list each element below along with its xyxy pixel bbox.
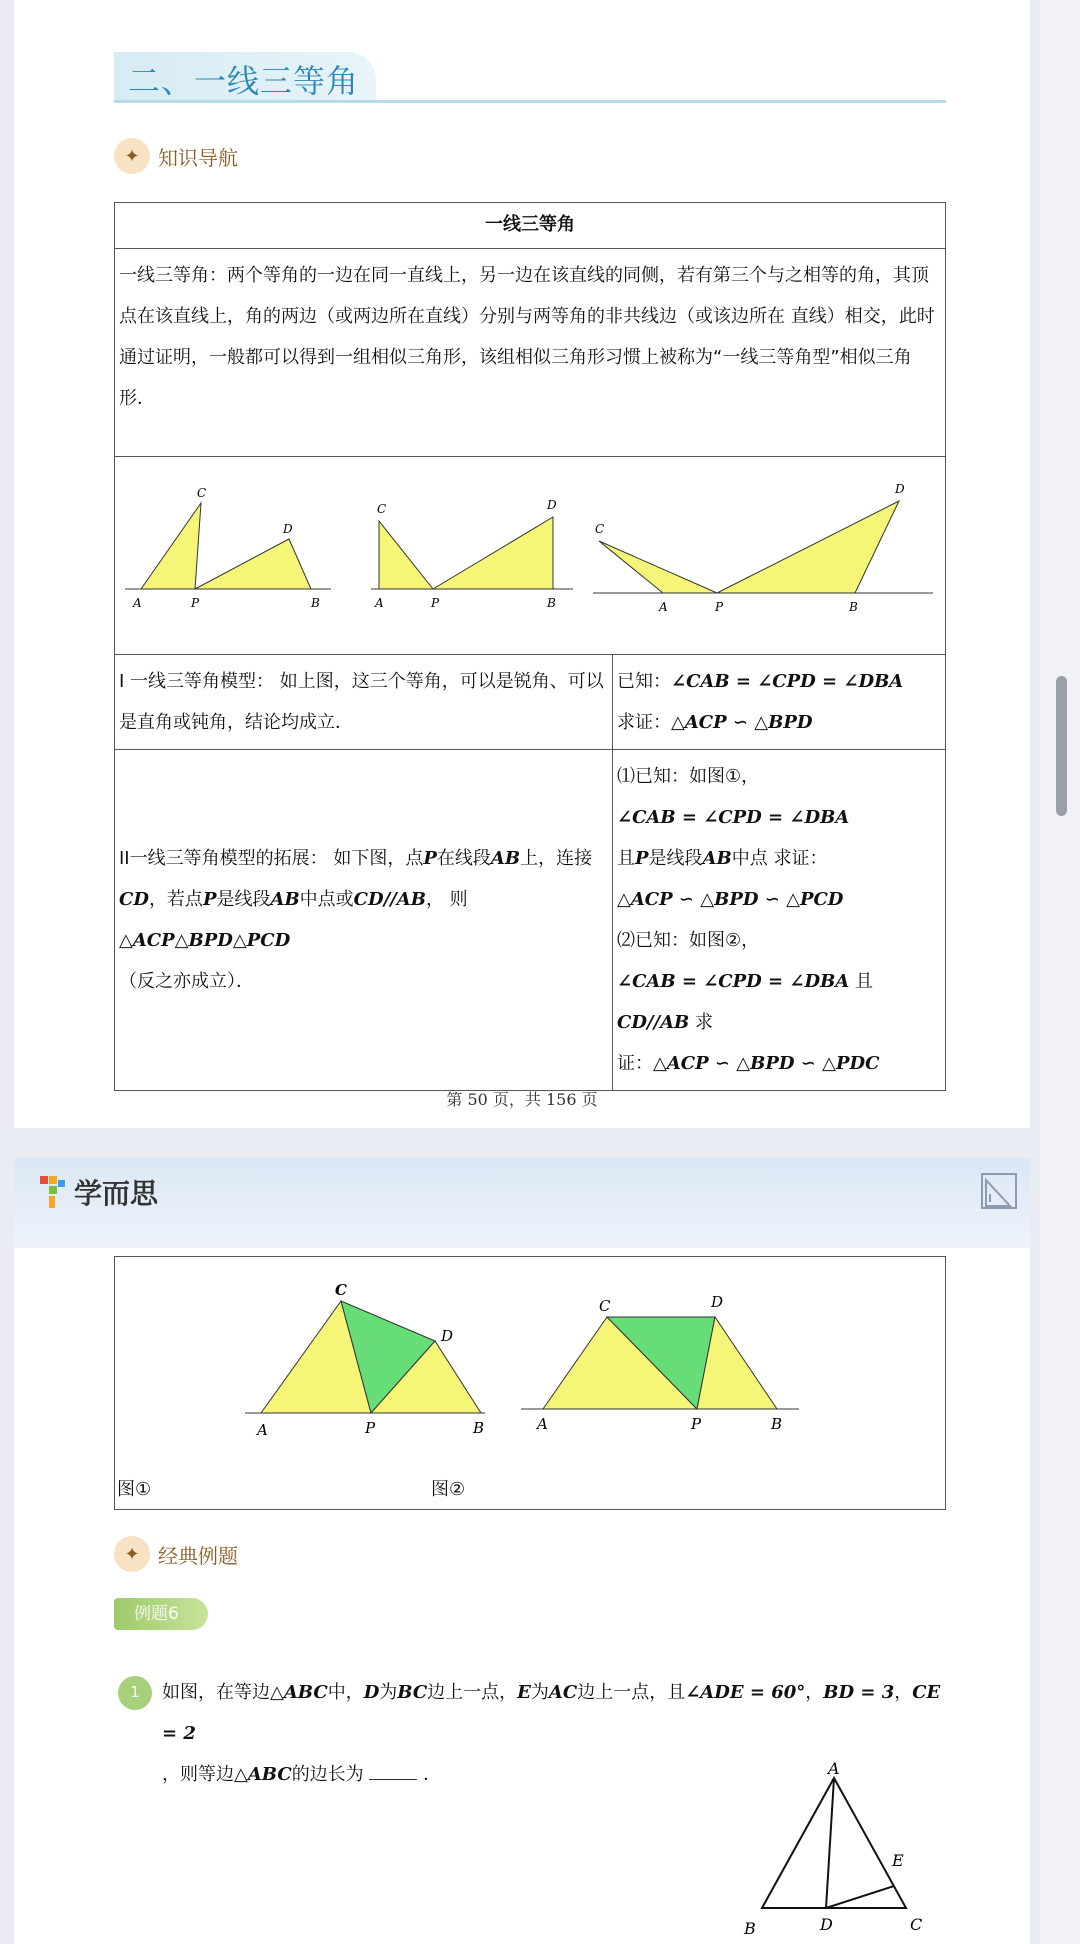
fig-a-label-P: P xyxy=(191,596,200,610)
m2-r6c: CD//AB xyxy=(617,1012,690,1033)
fig-b-label-A: A xyxy=(375,596,384,610)
fig-c-label-B: B xyxy=(849,600,858,614)
m2-P: P xyxy=(423,848,437,869)
q-t9: ，则等边 xyxy=(162,1764,234,1785)
question-number: 1 xyxy=(118,1676,152,1710)
m2-r3P: P xyxy=(635,848,649,869)
q-t8: ， xyxy=(894,1682,913,1703)
ext2-label-P: P xyxy=(691,1415,702,1433)
ext1-label-P: P xyxy=(365,1419,376,1437)
q-angle: ∠ADE = 60° xyxy=(685,1682,806,1703)
q-AC: AC xyxy=(548,1682,578,1703)
section-title xyxy=(114,52,946,104)
q-E: E xyxy=(517,1682,531,1703)
q-t2: 中， xyxy=(327,1682,364,1703)
scrollbar-thumb[interactable] xyxy=(1056,676,1067,816)
knowledge-nav-label: 知识导航 xyxy=(158,145,238,170)
tri-label-E: E xyxy=(892,1851,904,1870)
m2-similar: △ACP△BPD△PCD xyxy=(119,930,291,951)
q-t11: ． xyxy=(423,1764,442,1785)
fig-b-label-D: D xyxy=(547,498,557,512)
q-t1: 如图，在等边 xyxy=(162,1682,270,1703)
m2-r3b: 是线段 xyxy=(648,848,703,869)
ext2-label-B: B xyxy=(771,1415,783,1433)
m2-r3c: 中点 求证： xyxy=(731,848,828,869)
m2-text-1: II一线三等角模型的拓展： 如下图，点 xyxy=(119,848,424,869)
q-t4: 边上一点， xyxy=(427,1682,518,1703)
m2-parallel: CD//AB xyxy=(353,889,426,910)
q-t10: 的边长为 xyxy=(291,1764,364,1785)
tri-label-B: B xyxy=(744,1919,756,1938)
ext2-label-C: C xyxy=(599,1297,611,1315)
brand-header xyxy=(14,1158,1030,1248)
q-BC: BC xyxy=(397,1682,428,1703)
brand-name: 学而思 xyxy=(74,1177,159,1210)
knowledge-nav-tag xyxy=(114,136,238,176)
m2-r5: ⑵已知：如图②， xyxy=(617,930,760,951)
fig-b-label-P: P xyxy=(431,596,440,610)
ext2-label-D: D xyxy=(711,1293,724,1311)
section-title-text: 二、一线三等角 xyxy=(128,62,360,100)
three-figures-cell xyxy=(115,457,946,655)
model1-prove-label: 求证： xyxy=(617,712,671,733)
fig-c-label-C: C xyxy=(595,522,605,536)
m2-r1: ⑴已知：如图①， xyxy=(617,766,760,787)
three-models-figure xyxy=(115,457,945,639)
page-number: 第 50 页，共 156 页 xyxy=(446,1090,598,1109)
q-t3: 为 xyxy=(379,1682,398,1703)
extension-figures xyxy=(115,1257,945,1509)
q-D: D xyxy=(363,1682,380,1703)
m2-text-6: 中点或 xyxy=(299,889,354,910)
extension-figures-box xyxy=(114,1256,946,1510)
tri-label-D: D xyxy=(820,1915,833,1934)
m2-r3a: 且 xyxy=(617,848,635,869)
table-header: 一线三等角 xyxy=(115,203,946,249)
xueersi-logo-icon xyxy=(38,1174,66,1210)
m2-P2: P xyxy=(202,889,217,910)
model1-prove-math: △ACP ∽ △BPD xyxy=(671,712,813,733)
m2-r3AB: AB xyxy=(702,848,732,869)
m2-r7b: △ACP ∽ △BPD ∽ △PDC xyxy=(653,1053,880,1074)
q-tri2: △ABC xyxy=(234,1764,292,1785)
equilateral-triangle-figure xyxy=(742,1758,942,1944)
fig-b-label-C: C xyxy=(377,502,387,516)
model1-known-label: 已知： xyxy=(617,671,671,692)
section-title-underline xyxy=(114,100,946,103)
fig-b-label-B: B xyxy=(547,596,556,610)
knowledge-table xyxy=(114,202,946,1091)
answer-blank[interactable] xyxy=(369,1762,417,1780)
m2-text-4: ，若点 xyxy=(148,889,203,910)
brand-logo xyxy=(38,1172,158,1212)
q-t7: ， xyxy=(805,1682,824,1703)
m2-r2: ∠CAB = ∠CPD = ∠DBA xyxy=(617,807,850,828)
q-tri: △ABC xyxy=(270,1682,328,1703)
m2-r7a: 证： xyxy=(617,1053,653,1074)
m2-r6a: ∠CAB = ∠CPD = ∠DBA xyxy=(617,971,850,992)
definition-cell: 一线三等角：两个等角的一边在同一直线上，另一边在该直线的同侧，若有第三个与之相等的角，其顶点在该直线上，角的两边（或两边所在直线）分别与两等角的非共线边（或该边所在 直线）相交，此时通过证明，一般都可以得到一组相似三角形，该组相似三角形习惯上被称为“一线三等角型”相似三角形． xyxy=(115,249,946,457)
ext1-label-D: D xyxy=(441,1327,454,1345)
tri-label-A: A xyxy=(828,1759,840,1778)
m2-text-5: 是线段 xyxy=(216,889,271,910)
ext1-label-A: A xyxy=(257,1421,268,1439)
model2-known-prove xyxy=(613,750,946,1091)
document-page-51 xyxy=(14,1158,1030,1944)
fig-c-label-D: D xyxy=(895,482,905,496)
q-CE: CE = 2 xyxy=(162,1682,941,1744)
tri-label-C: C xyxy=(910,1915,923,1934)
ext1-label-B: B xyxy=(473,1419,485,1437)
example-label: 例题6 xyxy=(114,1598,208,1630)
m2-r6b: 且 xyxy=(849,971,873,992)
m2-r6d: 求 xyxy=(689,1012,713,1033)
ext1-label-C: C xyxy=(335,1281,347,1299)
fig-c-label-A: A xyxy=(659,600,668,614)
fig-c-label-P: P xyxy=(715,600,724,614)
q-t5: 为 xyxy=(530,1682,549,1703)
m2-text-3: 上，连接 xyxy=(520,848,593,869)
q-t6: 边上一点，且 xyxy=(577,1682,686,1703)
fig2-caption: 图② xyxy=(431,1479,466,1500)
q-BD: BD = 3 xyxy=(823,1682,895,1703)
telescope-icon: ✦ xyxy=(114,1536,150,1572)
ext2-label-A: A xyxy=(537,1415,548,1433)
document-page-50 xyxy=(14,0,1030,1128)
m2-AB: AB xyxy=(490,848,521,869)
classic-examples-label: 经典例题 xyxy=(158,1543,238,1568)
model2-description xyxy=(115,750,613,1091)
m2-AB2: AB xyxy=(270,889,300,910)
fig-a-label-D: D xyxy=(283,522,293,536)
model1-known-math: ∠CAB = ∠CPD = ∠DBA xyxy=(671,671,904,692)
m2-text-2: 在线段 xyxy=(436,848,491,869)
fig-a-label-A: A xyxy=(133,596,142,610)
telescope-icon: ✦ xyxy=(114,138,150,174)
ruler-triangle-icon xyxy=(980,1172,1018,1210)
model1-known-prove xyxy=(613,655,946,750)
fig-a-label-B: B xyxy=(311,596,320,610)
scrollbar-track[interactable] xyxy=(1040,0,1080,1944)
classic-examples-tag xyxy=(114,1534,238,1574)
m2-r4: △ACP ∽ △BPD ∽ △PCD xyxy=(617,889,844,910)
m2-CD: CD xyxy=(119,889,149,910)
m2-text-8: （反之亦成立）． xyxy=(119,971,254,992)
model1-description: I 一线三等角模型： 如上图，这三个等角，可以是锐角、可以是直角或钝角，结论均成立． xyxy=(115,655,613,750)
m2-text-7: ， 则 xyxy=(425,889,468,910)
fig-a-label-C: C xyxy=(197,486,207,500)
fig1-caption: 图① xyxy=(117,1479,152,1500)
